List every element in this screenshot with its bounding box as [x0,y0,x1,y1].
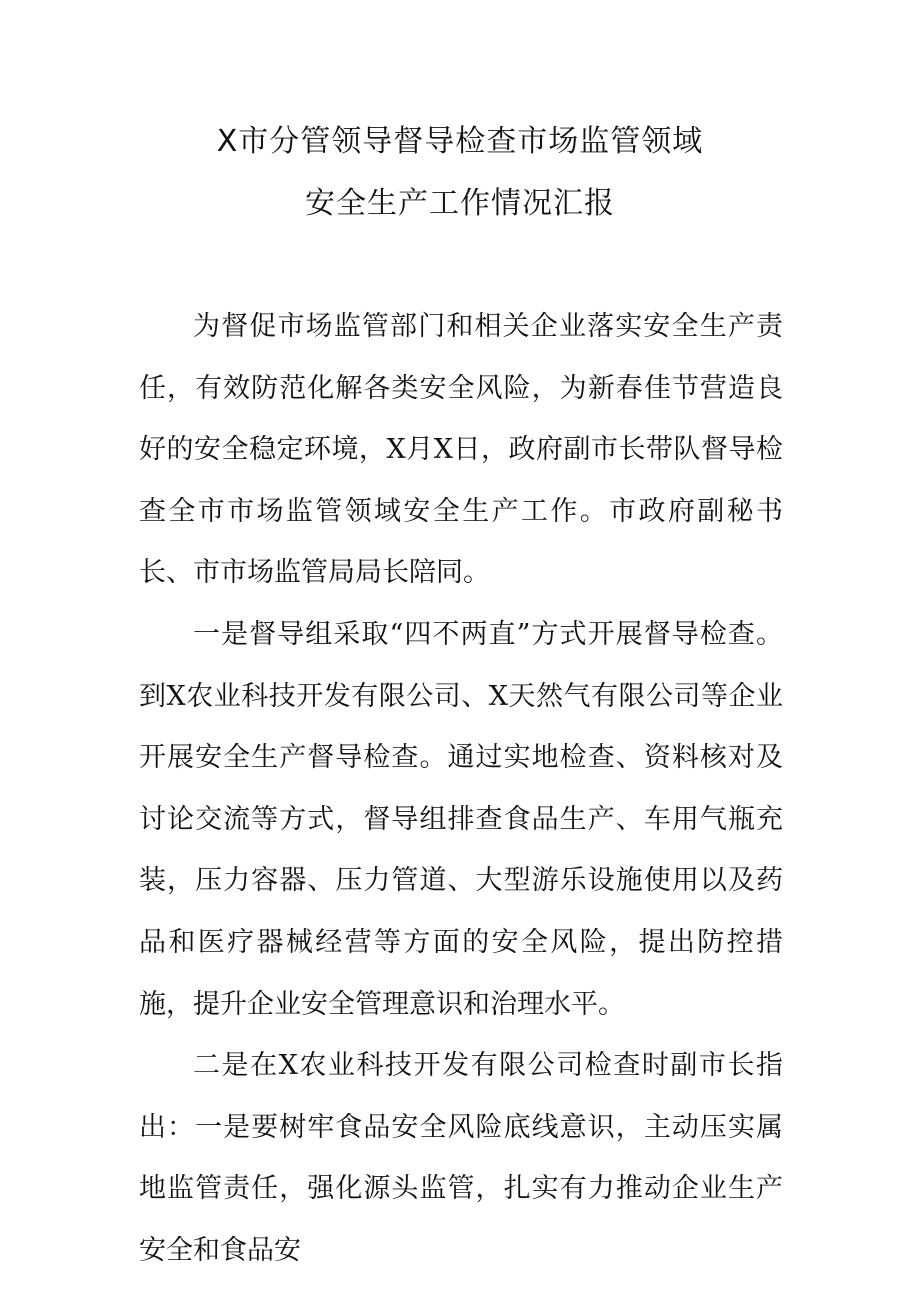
document-title-line-1: X市分管领导督导检查市场监管领域 [216,124,704,159]
document-title-line-2: 安全生产工作情况汇报 [305,186,615,221]
paragraph-first-point: 一是督导组采取“四不两直”方式开展督导检查。到X农业科技开发有限公司、X天然气有限公司等企业开展安全生产督导检查。通过实地检查、资料核对及讨论交流等方式，督导组排查食品生产、车用气瓶充装，压力容器、压力管道、大型游乐设施使用以及药品和医疗器械经营等方面的安全风险，提出防控措施，提升企业安全管理意识和治理水平。 [139,618,783,1020]
document-body [139,296,783,1282]
paragraph-intro: 为督促市场监管部门和相关企业落实安全生产责任，有效防范化解各类安全风险，为新春佳节营造良好的安全稳定环境，X月X日，政府副市长带队督导检查全市市场监管领域安全生产工作。市政府副秘书长、市市场监管局局长陪同。 [139,311,783,589]
paragraph-second-point: 二是在X农业科技开发有限公司检查时副市长指出：一是要树牢食品安全风险底线意识，主动压实属地监管责任，强化源头监管，扎实有力推动企业生产安全和食品安 [139,1050,783,1266]
